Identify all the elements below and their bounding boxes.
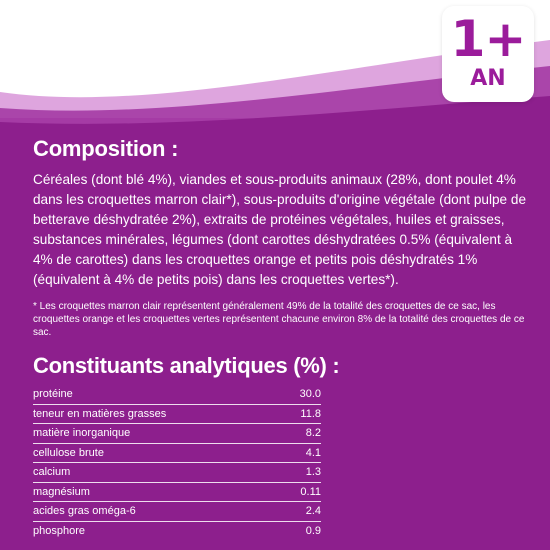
age-badge xyxy=(442,6,534,102)
table-row xyxy=(33,404,321,424)
analytics-table xyxy=(33,385,321,540)
table-row xyxy=(33,443,321,463)
row-label: matière inorganique xyxy=(33,424,281,444)
table-row xyxy=(33,482,321,502)
table-row xyxy=(33,424,321,444)
age-unit: AN xyxy=(470,66,506,91)
table-row xyxy=(33,521,321,540)
row-value: 1.3 xyxy=(281,463,321,483)
row-value: 2.4 xyxy=(281,502,321,522)
table-row xyxy=(33,463,321,483)
row-value: 4.1 xyxy=(281,443,321,463)
row-label: cellulose brute xyxy=(33,443,281,463)
age-value: 1+ xyxy=(450,10,526,68)
row-label: phosphore xyxy=(33,524,85,537)
composition-footnote: * Les croquettes marron clair représentent généralement 49% de la totalité des croquettes de ce sac, les croquettes orange et les croquettes vertes représentent chacune environ 8% de la totalité des croquettes de ce sac. xyxy=(33,301,525,338)
row-label: acides gras oméga-6 xyxy=(33,502,281,522)
table-row xyxy=(33,385,321,404)
composition-heading: Composition : xyxy=(33,136,179,161)
composition-text: Céréales (dont blé 4%), viandes et sous-produits animaux (28%, dont poulet 4% dans les croquettes marron clair*), sous-produits d'origine végétale (dont pulpe de betterave déshydratée 2%), extraits de protéines végétales, huiles et graisses, substances minérales, légumes (dont carottes déshydratées 0.5% (équivalent à 4% de carottes) dans les croquettes orange et petits pois déshydratés 1% (équivalent à 4% de petits pois) dans les croquettes vertes*). xyxy=(33,172,526,287)
analytics-heading: Constituants analytiques (%) : xyxy=(33,353,340,378)
row-label: calcium xyxy=(33,463,281,483)
row-label: magnésium xyxy=(33,482,281,502)
row-label: protéine xyxy=(33,385,281,404)
row-value: 11.8 xyxy=(281,404,321,424)
row-value: 0.9 xyxy=(305,524,321,537)
row-value: 30.0 xyxy=(281,385,321,404)
row-value: 0.11 xyxy=(281,482,321,502)
row-value: 8.2 xyxy=(281,424,321,444)
table-row xyxy=(33,502,321,522)
content xyxy=(33,136,533,540)
row-label: teneur en matières grasses xyxy=(33,404,281,424)
